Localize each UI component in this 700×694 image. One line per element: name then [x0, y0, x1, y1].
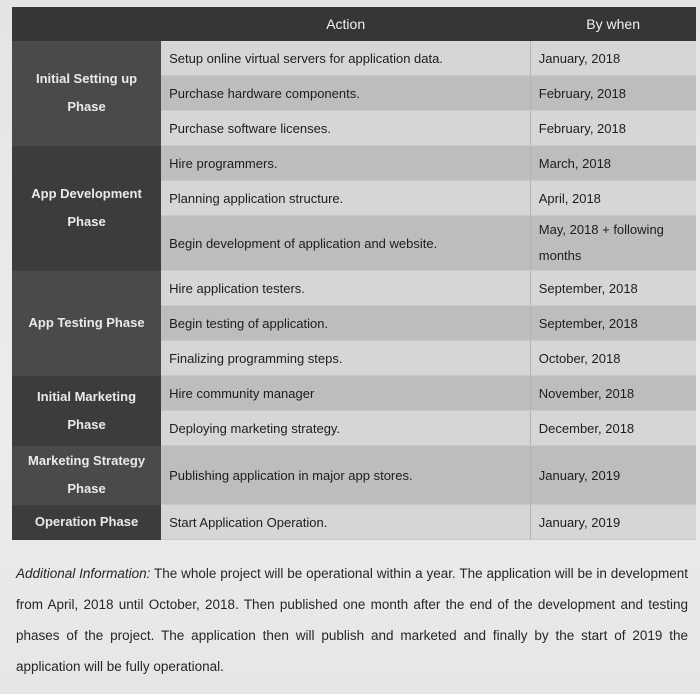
info-text: The whole project will be operational within a year. The application will be in development from April, 2018 until October, 2018. Then published one month after the end of the development and testing phases of the project. The application then will publish and marketed and finally by the start of 2019 the application will be fully operational. [16, 566, 688, 674]
phase-operation [12, 505, 161, 540]
table-header-row [12, 7, 696, 41]
date-cell: September, 2018 [530, 306, 696, 341]
table-row [12, 41, 696, 76]
date-cell: March, 2018 [530, 146, 696, 181]
phase-header [12, 7, 161, 41]
action-cell: Purchase software licenses. [161, 111, 530, 146]
phase-initial-setting-up [12, 41, 161, 146]
date-cell: December, 2018 [530, 411, 696, 446]
action-cell: Hire community manager [161, 376, 530, 411]
date-cell: February, 2018 [530, 111, 696, 146]
phase-name-line: Initial Setting up [35, 71, 138, 87]
phase-marketing-strategy [12, 446, 161, 505]
by-when-header: By when [530, 7, 696, 41]
project-timeline-table [12, 7, 696, 540]
date-cell: November, 2018 [530, 376, 696, 411]
phase-name-line: Phase [67, 416, 106, 432]
table-row [12, 271, 696, 306]
table-row [12, 505, 696, 540]
phase-name-line: Phase [67, 214, 106, 229]
action-cell: Hire programmers. [161, 146, 530, 181]
phase-initial-marketing [12, 376, 161, 446]
date-cell: January, 2019 [530, 446, 696, 505]
action-cell: Begin testing of application. [161, 306, 530, 341]
phase-name-line: Phase [67, 481, 106, 496]
additional-information [16, 558, 688, 682]
action-cell: Publishing application in major app stores. [161, 446, 530, 505]
action-cell: Start Application Operation. [161, 505, 530, 540]
table-row [12, 146, 696, 181]
action-cell: Deploying marketing strategy. [161, 411, 530, 446]
date-cell: May, 2018 + following months [530, 216, 696, 271]
action-cell: Finalizing programming steps. [161, 341, 530, 376]
date-cell: February, 2018 [530, 76, 696, 111]
table-row [12, 446, 696, 505]
phase-name-line: Marketing Strategy [28, 453, 146, 468]
info-label: Additional Information: [16, 566, 151, 581]
action-cell: Begin development of application and website. [161, 216, 530, 271]
phase-app-testing [12, 271, 161, 376]
action-cell: Purchase hardware components. [161, 76, 530, 111]
action-cell: Setup online virtual servers for application data. [161, 41, 530, 76]
table-row [12, 376, 696, 411]
phase-name-line: App Testing Phase [28, 315, 145, 330]
action-cell: Hire application testers. [161, 271, 530, 306]
date-cell: April, 2018 [530, 181, 696, 216]
date-cell: January, 2018 [530, 41, 696, 76]
phase-name-line: Operation Phase [34, 514, 139, 529]
phase-name-line: Phase [67, 99, 106, 115]
date-cell: September, 2018 [530, 271, 696, 306]
phase-name-line: Initial Marketing [37, 388, 137, 404]
phase-app-development [12, 146, 161, 271]
action-header: Action [161, 7, 530, 41]
date-cell: October, 2018 [530, 341, 696, 376]
phase-name-line: App Development [31, 186, 142, 201]
action-cell: Planning application structure. [161, 181, 530, 216]
date-cell: January, 2019 [530, 505, 696, 540]
